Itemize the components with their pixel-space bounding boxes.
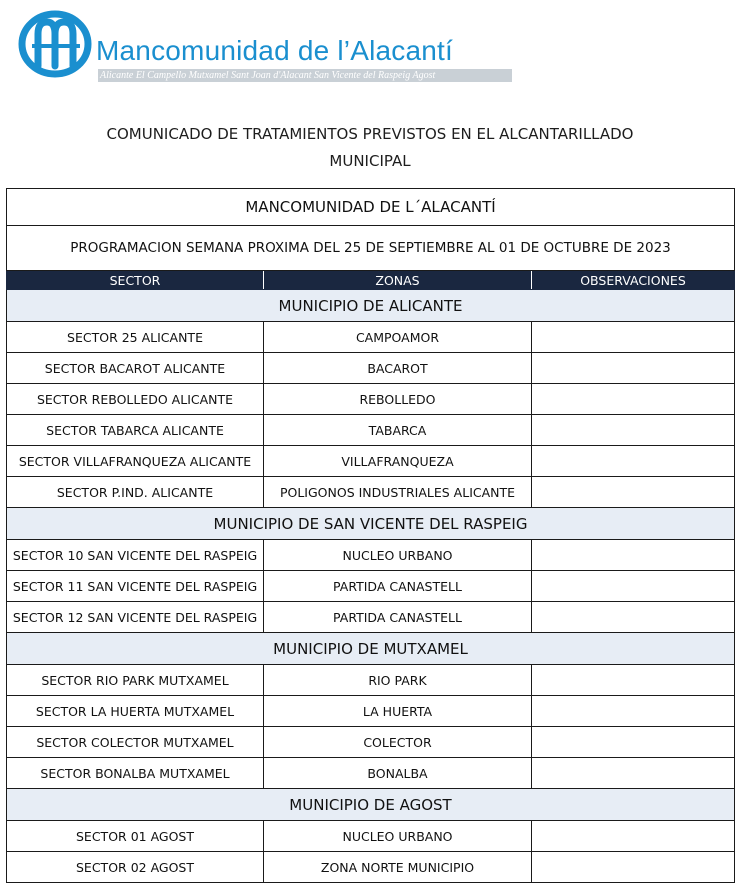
document-title — [0, 121, 740, 175]
zona-cell: BACAROT — [264, 353, 532, 384]
zona-cell: RIO PARK — [264, 665, 532, 696]
table-row — [7, 477, 735, 508]
observaciones-cell — [532, 415, 735, 446]
sector-cell: SECTOR REBOLLEDO ALICANTE — [7, 384, 264, 415]
mancomunidad-logo-icon — [18, 8, 96, 80]
table-row — [7, 602, 735, 633]
table-row — [7, 696, 735, 727]
table-row — [7, 571, 735, 602]
table-row — [7, 322, 735, 353]
zona-cell: BONALBA — [264, 758, 532, 789]
zona-cell: PARTIDA CANASTELL — [264, 571, 532, 602]
table-row — [7, 415, 735, 446]
zona-cell: VILLAFRANQUEZA — [264, 446, 532, 477]
observaciones-cell — [532, 571, 735, 602]
zona-cell: PARTIDA CANASTELL — [264, 602, 532, 633]
observaciones-cell — [532, 665, 735, 696]
sector-cell: SECTOR 10 SAN VICENTE DEL RASPEIG — [7, 540, 264, 571]
table-row — [7, 727, 735, 758]
zona-cell: REBOLLEDO — [264, 384, 532, 415]
municipality-row — [7, 508, 735, 540]
observaciones-cell — [532, 758, 735, 789]
organization-header-row — [7, 189, 735, 226]
document-title-line-2: MUNICIPAL — [329, 152, 411, 170]
sector-cell: SECTOR BONALBA MUTXAMEL — [7, 758, 264, 789]
programming-header-row — [7, 226, 735, 271]
municipality-heading: MUNICIPIO DE SAN VICENTE DEL RASPEIG — [7, 508, 735, 540]
zona-cell: POLIGONOS INDUSTRIALES ALICANTE — [264, 477, 532, 508]
organization-name: Mancomunidad de l’Alacantí — [96, 35, 453, 66]
observaciones-cell — [532, 540, 735, 571]
programming-period: PROGRAMACION SEMANA PROXIMA DEL 25 DE SEPTIEMBRE AL 01 DE OCTUBRE DE 2023 — [7, 226, 735, 271]
column-header-zonas: ZONAS — [264, 271, 532, 290]
observaciones-cell — [532, 602, 735, 633]
column-header-observaciones: OBSERVACIONES — [532, 271, 735, 290]
observaciones-cell — [532, 446, 735, 477]
observaciones-cell — [532, 727, 735, 758]
table-row — [7, 852, 735, 883]
zona-cell: LA HUERTA — [264, 696, 532, 727]
organization-logo — [18, 8, 518, 80]
table-row — [7, 758, 735, 789]
sector-cell: SECTOR 01 AGOST — [7, 821, 264, 852]
table-row — [7, 446, 735, 477]
column-header-sector: SECTOR — [7, 271, 264, 290]
observaciones-cell — [532, 322, 735, 353]
observaciones-cell — [532, 477, 735, 508]
organization-header: MANCOMUNIDAD DE L´ALACANTÍ — [7, 189, 735, 226]
table-row — [7, 384, 735, 415]
table-row — [7, 353, 735, 384]
member-towns-strip: Alicante El Campello Mutxamel Sant Joan d'Alacant San Vicente del Raspeig Agost — [98, 69, 512, 82]
sector-cell: SECTOR BACAROT ALICANTE — [7, 353, 264, 384]
sector-cell: SECTOR COLECTOR MUTXAMEL — [7, 727, 264, 758]
observaciones-cell — [532, 852, 735, 883]
sector-cell: SECTOR VILLAFRANQUEZA ALICANTE — [7, 446, 264, 477]
municipality-row — [7, 633, 735, 665]
observaciones-cell — [532, 384, 735, 415]
table-row — [7, 665, 735, 696]
sector-cell: SECTOR 12 SAN VICENTE DEL RASPEIG — [7, 602, 264, 633]
table-row — [7, 821, 735, 852]
municipality-row — [7, 789, 735, 821]
sector-cell: SECTOR TABARCA ALICANTE — [7, 415, 264, 446]
municipality-heading: MUNICIPIO DE ALICANTE — [7, 290, 735, 322]
zona-cell: COLECTOR — [264, 727, 532, 758]
observaciones-cell — [532, 696, 735, 727]
document-title-line-1: COMUNICADO DE TRATAMIENTOS PREVISTOS EN EL ALCANTARILLADO — [106, 125, 634, 143]
schedule-body — [7, 290, 735, 883]
column-header-row — [7, 271, 735, 290]
treatment-schedule-table — [6, 188, 735, 883]
municipality-row — [7, 290, 735, 322]
sector-cell: SECTOR 11 SAN VICENTE DEL RASPEIG — [7, 571, 264, 602]
zona-cell: TABARCA — [264, 415, 532, 446]
sector-cell: SECTOR LA HUERTA MUTXAMEL — [7, 696, 264, 727]
municipality-heading: MUNICIPIO DE MUTXAMEL — [7, 633, 735, 665]
zona-cell: NUCLEO URBANO — [264, 540, 532, 571]
sector-cell: SECTOR 02 AGOST — [7, 852, 264, 883]
table-row — [7, 540, 735, 571]
zona-cell: NUCLEO URBANO — [264, 821, 532, 852]
sector-cell: SECTOR RIO PARK MUTXAMEL — [7, 665, 264, 696]
sector-cell: SECTOR P.IND. ALICANTE — [7, 477, 264, 508]
observaciones-cell — [532, 821, 735, 852]
sector-cell: SECTOR 25 ALICANTE — [7, 322, 264, 353]
observaciones-cell — [532, 353, 735, 384]
zona-cell: CAMPOAMOR — [264, 322, 532, 353]
municipality-heading: MUNICIPIO DE AGOST — [7, 789, 735, 821]
zona-cell: ZONA NORTE MUNICIPIO — [264, 852, 532, 883]
